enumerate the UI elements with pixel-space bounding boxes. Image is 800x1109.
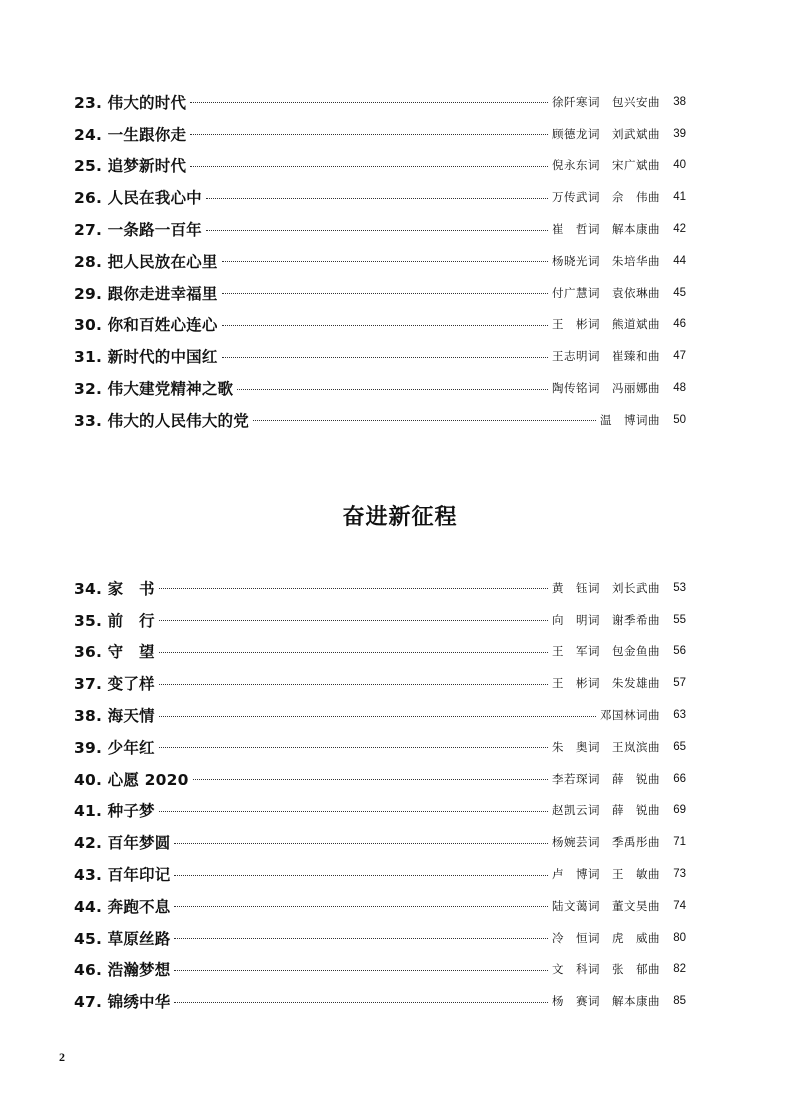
toc-entry[interactable]: [74, 826, 686, 858]
entry-credit: 卢 博词 王 敏曲: [552, 867, 660, 882]
entry-page-number: 73: [673, 868, 686, 881]
dot-leader: [159, 716, 596, 717]
dot-leader: [174, 843, 548, 844]
entry-page-number: 85: [673, 995, 686, 1008]
entry-page-number: 50: [673, 413, 686, 426]
entry-credit: 万传武词 佘 伟曲: [552, 190, 660, 205]
dot-leader: [159, 652, 548, 653]
entry-credit: 朱 奥词 王岚滨曲: [552, 739, 660, 754]
entry-credit: 付广慧词 袁依琳曲: [552, 285, 660, 300]
entry-title: 27. 一条路一百年: [74, 221, 202, 240]
dot-leader: [174, 875, 548, 876]
dot-leader: [190, 166, 548, 167]
dot-leader: [206, 198, 548, 199]
entry-page-number: 56: [673, 645, 686, 658]
toc-entry[interactable]: [74, 245, 686, 277]
entry-title: 31. 新时代的中国红: [74, 348, 218, 367]
dot-leader: [190, 102, 548, 103]
entry-title: 23. 伟大的时代: [74, 93, 187, 112]
entry-page-number: 40: [673, 159, 686, 172]
entry-credit: 杨晓光词 朱培华曲: [552, 253, 660, 268]
page-number: 2: [59, 1050, 65, 1064]
entry-credit: 顾德龙词 刘武斌曲: [552, 126, 660, 141]
entry-credit: 李若琛词 薛 锐曲: [552, 771, 660, 786]
toc-entry[interactable]: [74, 763, 686, 795]
dot-leader: [222, 293, 548, 294]
entry-credit: 徐阡寒词 包兴安曲: [552, 94, 660, 109]
entry-credit: 倪永东词 宋广斌曲: [552, 158, 660, 173]
entry-credit: 王 彬词 朱发雄曲: [552, 676, 660, 691]
toc-entry[interactable]: [74, 150, 686, 182]
dot-leader: [190, 134, 548, 135]
entry-page-number: 48: [673, 382, 686, 395]
dot-leader: [193, 779, 548, 780]
entry-page-number: 63: [673, 709, 686, 722]
entry-credit: 黄 钰词 刘长武曲: [552, 580, 660, 595]
toc-entry[interactable]: [74, 118, 686, 150]
entry-page-number: 53: [673, 581, 686, 594]
toc-entry[interactable]: [74, 213, 686, 245]
entry-title: 41. 种子梦: [74, 802, 155, 821]
entry-title: 39. 少年红: [74, 738, 155, 757]
entry-credit: 冷 恒词 虎 威曲: [552, 930, 660, 945]
entry-title: 25. 追梦新时代: [74, 157, 187, 176]
entry-page-number: 80: [673, 931, 686, 944]
entry-credit: 赵凯云词 薛 锐曲: [552, 803, 660, 818]
entry-title: 38. 海天情: [74, 707, 155, 726]
entry-credit: 王 军词 包金鱼曲: [552, 644, 660, 659]
entry-title: 44. 奔跑不息: [74, 897, 171, 916]
entry-title: 40. 心愿 2020: [74, 770, 189, 789]
entry-credit: 王志明词 崔臻和曲: [552, 349, 660, 364]
entry-page-number: 74: [673, 899, 686, 912]
entry-page-number: 71: [673, 836, 686, 849]
toc-entry[interactable]: [74, 795, 686, 827]
entry-page-number: 55: [673, 613, 686, 626]
entry-credit: 杨婉芸词 季禹彤曲: [552, 835, 660, 850]
entry-title: 24. 一生跟你走: [74, 125, 187, 144]
dot-leader: [222, 357, 548, 358]
dot-leader: [253, 420, 596, 421]
dot-leader: [174, 938, 548, 939]
dot-leader: [222, 261, 548, 262]
dot-leader: [206, 230, 548, 231]
toc-entry[interactable]: [74, 731, 686, 763]
entry-page-number: 65: [673, 740, 686, 753]
entry-page-number: 45: [673, 286, 686, 299]
entry-page-number: 47: [673, 350, 686, 363]
toc-entry[interactable]: [74, 667, 686, 699]
entry-title: 26. 人民在我心中: [74, 189, 202, 208]
entry-credit: 文 科词 张 郁曲: [552, 962, 660, 977]
entry-title: 45. 草原丝路: [74, 929, 171, 948]
entry-credit: 陆文蔼词 董文昊曲: [552, 898, 660, 913]
entry-credit: 王 彬词 熊道斌曲: [552, 317, 660, 332]
entry-title: 35. 前 行: [74, 611, 155, 630]
entry-page-number: 39: [673, 127, 686, 140]
entry-page-number: 82: [673, 963, 686, 976]
toc-entry[interactable]: [74, 636, 686, 668]
dot-leader: [159, 747, 548, 748]
toc-entry[interactable]: [74, 985, 686, 1017]
entry-credit: 向 明词 谢季希曲: [552, 612, 660, 627]
entry-title: 42. 百年梦圆: [74, 834, 171, 853]
entry-page-number: 46: [673, 318, 686, 331]
entry-title: 32. 伟大建党精神之歌: [74, 380, 234, 399]
entry-title: 29. 跟你走进幸福里: [74, 284, 218, 303]
entry-page-number: 38: [673, 95, 686, 108]
dot-leader: [237, 389, 548, 390]
entry-page-number: 57: [673, 677, 686, 690]
entry-title: 37. 变了样: [74, 675, 155, 694]
entry-credit: 崔 哲词 解本康曲: [552, 222, 660, 237]
toc-list-part-1: [74, 86, 686, 436]
entry-title: 46. 浩瀚梦想: [74, 961, 171, 980]
entry-title: 30. 你和百姓心连心: [74, 316, 218, 335]
toc-entry[interactable]: [74, 922, 686, 954]
entry-page-number: 41: [673, 191, 686, 204]
dot-leader: [222, 325, 548, 326]
entry-title: 28. 把人民放在心里: [74, 252, 218, 271]
toc-entry[interactable]: [74, 890, 686, 922]
section-heading: 奋进新征程: [342, 504, 458, 530]
entry-page-number: 44: [673, 254, 686, 267]
toc-entry[interactable]: [74, 309, 686, 341]
dot-leader: [174, 906, 548, 907]
entry-credit: 杨 赛词 解本康曲: [552, 994, 660, 1009]
toc-entry[interactable]: [74, 181, 686, 213]
toc-entry[interactable]: [74, 699, 686, 731]
toc-entry[interactable]: [74, 277, 686, 309]
entry-title: 34. 家 书: [74, 579, 155, 598]
entry-credit: 陶传铭词 冯丽娜曲: [552, 381, 660, 396]
entry-title: 33. 伟大的人民伟大的党: [74, 411, 249, 430]
toc-entry[interactable]: [74, 404, 686, 436]
toc-entry[interactable]: [74, 858, 686, 890]
dot-leader: [174, 1002, 548, 1003]
dot-leader: [159, 684, 548, 685]
dot-leader: [159, 620, 548, 621]
toc-entry[interactable]: [74, 372, 686, 404]
toc-entry[interactable]: [74, 954, 686, 986]
entry-credit: 温 博词曲: [600, 412, 660, 427]
toc-entry[interactable]: [74, 340, 686, 372]
entry-title: 47. 锦绣中华: [74, 993, 171, 1012]
toc-entry[interactable]: [74, 604, 686, 636]
entry-title: 43. 百年印记: [74, 866, 171, 885]
toc-entry[interactable]: [74, 86, 686, 118]
toc-entry[interactable]: [74, 572, 686, 604]
entry-title: 36. 守 望: [74, 643, 155, 662]
dot-leader: [174, 970, 548, 971]
entry-page-number: 42: [673, 223, 686, 236]
entry-page-number: 66: [673, 772, 686, 785]
entry-credit: 邓国林词曲: [600, 708, 660, 723]
dot-leader: [159, 588, 548, 589]
dot-leader: [159, 811, 548, 812]
toc-list-part-2: [74, 572, 686, 1017]
entry-page-number: 69: [673, 804, 686, 817]
